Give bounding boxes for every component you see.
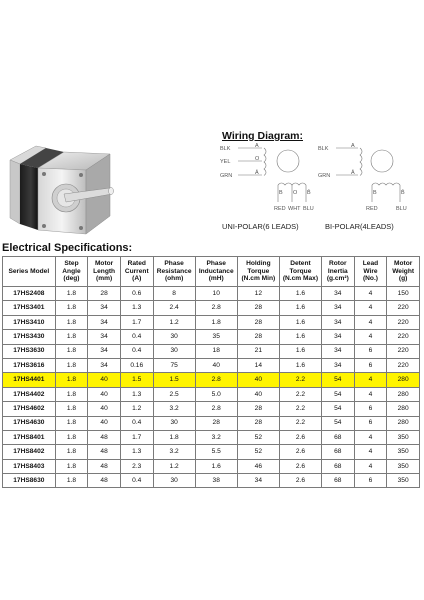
- value-cell: 28: [195, 416, 237, 430]
- value-cell: 40: [237, 387, 279, 401]
- value-cell: 34: [322, 344, 355, 358]
- table-row: [3, 474, 420, 488]
- value-cell: 1.7: [120, 315, 153, 329]
- value-cell: 3.2: [153, 402, 195, 416]
- value-cell: 48: [88, 474, 121, 488]
- value-cell: 8: [153, 287, 195, 301]
- header-cell: Series Model: [3, 257, 56, 287]
- value-cell: 1.8: [55, 402, 88, 416]
- value-cell: 1.3: [120, 445, 153, 459]
- value-cell: 2.5: [153, 387, 195, 401]
- value-cell: 6: [354, 344, 387, 358]
- value-cell: 3.2: [153, 445, 195, 459]
- header-cell: Motor Length (mm): [88, 257, 121, 287]
- value-cell: 46: [237, 459, 279, 473]
- bi-bottom-pin-1: B̄: [401, 190, 405, 196]
- value-cell: 3.2: [195, 430, 237, 444]
- value-cell: 68: [322, 474, 355, 488]
- value-cell: 30: [153, 344, 195, 358]
- header-cell: Lead Wire (No.): [354, 257, 387, 287]
- value-cell: 1.8: [55, 287, 88, 301]
- bi-pin-0: A: [351, 143, 355, 149]
- value-cell: 1.6: [279, 315, 321, 329]
- value-cell: 6: [354, 358, 387, 372]
- table-row: [3, 430, 420, 444]
- bi-pin-1: Ā: [351, 170, 355, 176]
- value-cell: 0.4: [120, 344, 153, 358]
- bipolar-labels: [318, 143, 407, 212]
- value-cell: 4: [354, 287, 387, 301]
- bi-bottom-label-0: RED: [366, 206, 378, 212]
- value-cell: 54: [322, 402, 355, 416]
- value-cell: 34: [322, 330, 355, 344]
- table-row: [3, 358, 420, 372]
- value-cell: 34: [322, 287, 355, 301]
- value-cell: 1.8: [55, 315, 88, 329]
- header-cell: Phase Resistance (ohm): [153, 257, 195, 287]
- value-cell: 34: [322, 301, 355, 315]
- value-cell: 1.5: [153, 373, 195, 387]
- value-cell: 1.8: [55, 373, 88, 387]
- value-cell: 6: [354, 402, 387, 416]
- value-cell: 40: [88, 402, 121, 416]
- value-cell: 0.6: [120, 287, 153, 301]
- model-cell: 17HS8401: [3, 430, 56, 444]
- value-cell: 52: [237, 445, 279, 459]
- table-row: [3, 445, 420, 459]
- value-cell: 28: [88, 287, 121, 301]
- value-cell: 1.6: [195, 459, 237, 473]
- value-cell: 28: [237, 315, 279, 329]
- value-cell: 0.16: [120, 358, 153, 372]
- uni-pin-0: A: [255, 143, 259, 149]
- value-cell: 220: [387, 344, 420, 358]
- model-cell: 17HS3410: [3, 315, 56, 329]
- value-cell: 1.8: [55, 358, 88, 372]
- value-cell: 4: [354, 315, 387, 329]
- table-row-highlighted: [3, 373, 420, 387]
- uni-bottom-pin-0: B: [279, 190, 283, 196]
- value-cell: 350: [387, 474, 420, 488]
- value-cell: 4: [354, 373, 387, 387]
- value-cell: 4: [354, 445, 387, 459]
- uni-bottom-label-1: WHT: [288, 206, 301, 212]
- header-cell: Step Angle (deg): [55, 257, 88, 287]
- value-cell: 280: [387, 402, 420, 416]
- value-cell: 1.3: [120, 387, 153, 401]
- value-cell: 21: [237, 344, 279, 358]
- value-cell: 150: [387, 287, 420, 301]
- value-cell: 1.8: [55, 344, 88, 358]
- header-cell: Motor Weight (g): [387, 257, 420, 287]
- header-cell: Holding Torque (N.cm Min): [237, 257, 279, 287]
- model-cell: 17HS4401: [3, 373, 56, 387]
- value-cell: 350: [387, 445, 420, 459]
- value-cell: 280: [387, 373, 420, 387]
- value-cell: 220: [387, 315, 420, 329]
- header-cell: Rated Current (A): [120, 257, 153, 287]
- value-cell: 4: [354, 430, 387, 444]
- value-cell: 2.8: [195, 301, 237, 315]
- value-cell: 1.8: [55, 301, 88, 315]
- uni-left-label-0: BLK: [220, 146, 231, 152]
- value-cell: 48: [88, 430, 121, 444]
- unipolar-labels: [220, 143, 314, 212]
- value-cell: 1.8: [55, 330, 88, 344]
- value-cell: 1.2: [120, 402, 153, 416]
- value-cell: 4: [354, 459, 387, 473]
- unipolar-caption: UNI-POLAR(6 LEADS): [222, 222, 299, 231]
- value-cell: 2.6: [279, 474, 321, 488]
- value-cell: 28: [237, 416, 279, 430]
- value-cell: 1.6: [279, 301, 321, 315]
- model-cell: 17HS4602: [3, 402, 56, 416]
- value-cell: 1.6: [279, 358, 321, 372]
- value-cell: 280: [387, 416, 420, 430]
- value-cell: 34: [88, 301, 121, 315]
- uni-bottom-pin-2: B̄: [307, 190, 311, 196]
- wiring-diagram: [216, 142, 422, 232]
- model-cell: 17HS3630: [3, 344, 56, 358]
- value-cell: 75: [153, 358, 195, 372]
- bi-left-label-1: GRN: [318, 173, 331, 179]
- uni-bottom-label-0: RED: [274, 206, 286, 212]
- model-cell: 17HS3401: [3, 301, 56, 315]
- value-cell: 280: [387, 387, 420, 401]
- value-cell: 1.7: [120, 430, 153, 444]
- value-cell: 68: [322, 430, 355, 444]
- value-cell: 0.4: [120, 474, 153, 488]
- model-cell: 17HS8630: [3, 474, 56, 488]
- model-cell: 17HS8402: [3, 445, 56, 459]
- value-cell: 1.8: [55, 416, 88, 430]
- table-header-row: [3, 257, 420, 287]
- value-cell: 350: [387, 459, 420, 473]
- table-row: [3, 459, 420, 473]
- value-cell: 5.0: [195, 387, 237, 401]
- value-cell: 48: [88, 445, 121, 459]
- uni-pin-2: Ā: [255, 170, 259, 176]
- value-cell: 28: [237, 330, 279, 344]
- value-cell: 40: [88, 373, 121, 387]
- model-cell: 17HS4630: [3, 416, 56, 430]
- value-cell: 2.8: [195, 373, 237, 387]
- value-cell: 18: [195, 344, 237, 358]
- value-cell: 54: [322, 416, 355, 430]
- bi-bottom-pin-0: B: [373, 190, 377, 196]
- value-cell: 48: [88, 459, 121, 473]
- value-cell: 2.2: [279, 416, 321, 430]
- value-cell: 220: [387, 358, 420, 372]
- value-cell: 40: [88, 387, 121, 401]
- value-cell: 40: [237, 373, 279, 387]
- table-row: [3, 287, 420, 301]
- value-cell: 1.8: [55, 387, 88, 401]
- value-cell: 34: [322, 358, 355, 372]
- value-cell: 34: [88, 358, 121, 372]
- table-row: [3, 402, 420, 416]
- value-cell: 220: [387, 301, 420, 315]
- value-cell: 1.8: [55, 430, 88, 444]
- value-cell: 40: [88, 416, 121, 430]
- value-cell: 68: [322, 445, 355, 459]
- value-cell: 5.5: [195, 445, 237, 459]
- value-cell: 220: [387, 330, 420, 344]
- value-cell: 350: [387, 430, 420, 444]
- value-cell: 34: [237, 474, 279, 488]
- table-row: [3, 416, 420, 430]
- value-cell: 10: [195, 287, 237, 301]
- value-cell: 28: [237, 301, 279, 315]
- header-cell: Phase Inductance (mH): [195, 257, 237, 287]
- uni-left-label-2: GRN: [220, 173, 233, 179]
- value-cell: 0.4: [120, 330, 153, 344]
- value-cell: 1.6: [279, 330, 321, 344]
- model-cell: 17HS4402: [3, 387, 56, 401]
- table-row: [3, 315, 420, 329]
- value-cell: 0.4: [120, 416, 153, 430]
- value-cell: 30: [153, 330, 195, 344]
- value-cell: 1.6: [279, 344, 321, 358]
- value-cell: 1.8: [195, 315, 237, 329]
- model-cell: 17HS2408: [3, 287, 56, 301]
- electrical-specifications-title: Electrical Specifications:: [2, 242, 133, 254]
- value-cell: 2.6: [279, 445, 321, 459]
- value-cell: 34: [322, 315, 355, 329]
- bi-left-label-0: BLK: [318, 146, 329, 152]
- value-cell: 6: [354, 416, 387, 430]
- value-cell: 6: [354, 474, 387, 488]
- table-row: [3, 330, 420, 344]
- value-cell: 2.2: [279, 402, 321, 416]
- value-cell: 1.2: [153, 459, 195, 473]
- value-cell: 35: [195, 330, 237, 344]
- value-cell: 30: [153, 474, 195, 488]
- table-row: [3, 387, 420, 401]
- value-cell: 12: [237, 287, 279, 301]
- model-cell: 17HS3430: [3, 330, 56, 344]
- value-cell: 4: [354, 330, 387, 344]
- value-cell: 4: [354, 387, 387, 401]
- value-cell: 2.3: [120, 459, 153, 473]
- value-cell: 14: [237, 358, 279, 372]
- value-cell: 2.2: [279, 387, 321, 401]
- value-cell: 1.6: [279, 287, 321, 301]
- value-cell: 30: [153, 416, 195, 430]
- value-cell: 1.5: [120, 373, 153, 387]
- value-cell: 34: [88, 315, 121, 329]
- value-cell: 34: [88, 330, 121, 344]
- table-body: [3, 287, 420, 488]
- model-cell: 17HS8403: [3, 459, 56, 473]
- value-cell: 4: [354, 301, 387, 315]
- uni-pin-1: O: [255, 156, 260, 162]
- value-cell: 2.4: [153, 301, 195, 315]
- value-cell: 68: [322, 459, 355, 473]
- value-cell: 34: [88, 344, 121, 358]
- wiring-diagram-title: Wiring Diagram:: [222, 130, 303, 142]
- value-cell: 2.2: [279, 373, 321, 387]
- header-cell: Rotor Inertia (g.cm²): [322, 257, 355, 287]
- header-cell: Detent Torque (N.cm Max): [279, 257, 321, 287]
- value-cell: 1.8: [55, 474, 88, 488]
- uni-bottom-label-2: BLU: [303, 206, 314, 212]
- bipolar-caption: BI-POLAR(4LEADS): [325, 222, 394, 231]
- model-cell: 17HS3616: [3, 358, 56, 372]
- value-cell: 52: [237, 430, 279, 444]
- value-cell: 2.8: [195, 402, 237, 416]
- value-cell: 54: [322, 373, 355, 387]
- value-cell: 1.3: [120, 301, 153, 315]
- electrical-specifications-table: [2, 256, 420, 488]
- value-cell: 1.8: [55, 459, 88, 473]
- value-cell: 1.2: [153, 315, 195, 329]
- bi-bottom-label-1: BLU: [396, 206, 407, 212]
- value-cell: 1.8: [55, 445, 88, 459]
- value-cell: 40: [195, 358, 237, 372]
- value-cell: 2.6: [279, 459, 321, 473]
- bipolar-diagram: [336, 148, 400, 202]
- value-cell: 54: [322, 387, 355, 401]
- value-cell: 2.6: [279, 430, 321, 444]
- value-cell: 38: [195, 474, 237, 488]
- uni-left-label-1: YEL: [220, 159, 231, 165]
- value-cell: 28: [237, 402, 279, 416]
- stepper-motor-image: [6, 138, 118, 238]
- table-row: [3, 344, 420, 358]
- table-row: [3, 301, 420, 315]
- value-cell: 1.8: [153, 430, 195, 444]
- uni-bottom-pin-1: O: [293, 190, 298, 196]
